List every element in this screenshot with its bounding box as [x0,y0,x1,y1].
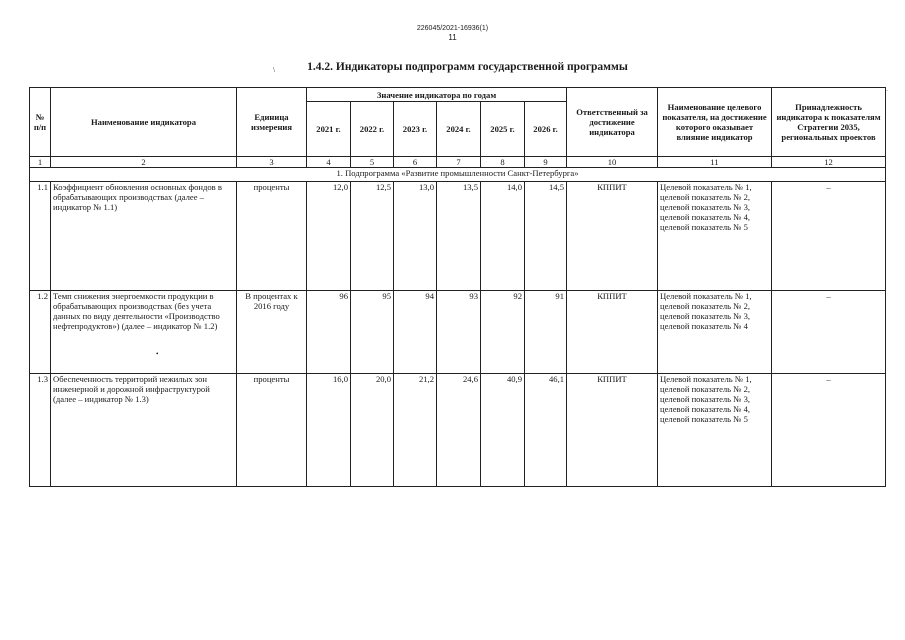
value-2022: 95 [351,291,394,374]
col-header-no: № п/п [30,88,51,157]
row-number: 1.3 [30,374,51,487]
row-number: 1.1 [30,182,51,291]
col-header-year: 2021 г. [307,102,351,157]
col-header-year: 2023 г. [394,102,437,157]
column-number: 5 [351,157,394,168]
value-2024: 93 [437,291,481,374]
value-2021: 96 [307,291,351,374]
value-2022: 20,0 [351,374,394,487]
responsible-cell: КППИТ [567,182,658,291]
unit-cell: В процентах к 2016 году [237,291,307,374]
col-header-year: 2024 г. [437,102,481,157]
value-2023: 21,2 [394,374,437,487]
row-number: 1.2 [30,291,51,374]
column-number: 2 [51,157,237,168]
responsible-cell: КППИТ [567,374,658,487]
col-header-year: 2025 г. [481,102,525,157]
indicator-name: Обеспеченность территорий нежилых зон инженерной и дорожной инфраструктурой (далее – индикатор № 1.3) [51,374,237,487]
column-number: 3 [237,157,307,168]
col-header-strategy: Принадлежность индикатора к показателям Стратегии 2035, региональных проектов [772,88,886,157]
page-number: 11 [448,33,457,42]
value-2026: 14,5 [525,182,567,291]
value-2025: 92 [481,291,525,374]
indicator-name: Коэффициент обновления основных фондов в обрабатывающих производствах (далее – индикатор № 1.1) [51,182,237,291]
column-number: 8 [481,157,525,168]
col-header-year: 2022 г. [351,102,394,157]
value-2021: 16,0 [307,374,351,487]
column-number: 6 [394,157,437,168]
col-header-year: 2026 г. [525,102,567,157]
table-row [30,291,886,374]
scan-mark: \ [273,66,275,74]
column-number: 12 [772,157,886,168]
col-header-unit: Единица измерения [237,88,307,157]
value-2023: 13,0 [394,182,437,291]
indicators-table [29,87,886,487]
value-2025: 14,0 [481,182,525,291]
column-number: 4 [307,157,351,168]
responsible-cell: КППИТ [567,291,658,374]
value-2021: 12,0 [307,182,351,291]
section-row [30,168,886,182]
unit-cell: проценты [237,182,307,291]
table-row [30,182,886,291]
col-header-responsible: Ответственный за достижение индикатора [567,88,658,157]
column-number: 11 [658,157,772,168]
value-2026: 91 [525,291,567,374]
column-number: 9 [525,157,567,168]
column-number: 10 [567,157,658,168]
strategy-cell: – [772,182,886,291]
column-number: 7 [437,157,481,168]
column-number: 1 [30,157,51,168]
value-2026: 46,1 [525,374,567,487]
value-2024: 13,5 [437,182,481,291]
section-title: 1. Подпрограмма «Развитие промышленности Санкт-Петербурга» [30,168,886,182]
strategy-cell: – [772,291,886,374]
page-title: 1.4.2. Индикаторы подпрограмм государственной программы [307,61,628,73]
bullet-mark-icon: • [156,350,159,358]
column-number-row [30,157,886,168]
value-2025: 40,9 [481,374,525,487]
col-header-indicator: Наименование индикатора [51,88,237,157]
col-header-target: Наименование целевого показателя, на достижение которого оказывает влияние индикатор [658,88,772,157]
scan-artifact: - [886,88,888,94]
value-2022: 12,5 [351,182,394,291]
target-cell: Целевой показатель № 1, целевой показатель № 2, целевой показатель № 3, целевой показатель № 4 [658,291,772,374]
unit-cell: проценты [237,374,307,487]
document-registration-number: 226045/2021-16936(1) [416,25,489,32]
value-2024: 24,6 [437,374,481,487]
target-cell: Целевой показатель № 1, целевой показатель № 2, целевой показатель № 3, целевой показатель № 4, целевой показатель № 5 [658,182,772,291]
table-row [30,374,886,487]
col-header-values-by-year: Значение индикатора по годам [307,88,567,102]
indicator-name: Темп снижения энергоемкости продукции в обрабатывающих производствах (без учета данных по виду деятельности «Производство нефтепродуктов») (далее – индикатор № 1.2) [51,291,237,374]
target-cell: Целевой показатель № 1, целевой показатель № 2, целевой показатель № 3, целевой показатель № 4, целевой показатель № 5 [658,374,772,487]
value-2023: 94 [394,291,437,374]
strategy-cell: – [772,374,886,487]
header-row [30,88,886,102]
